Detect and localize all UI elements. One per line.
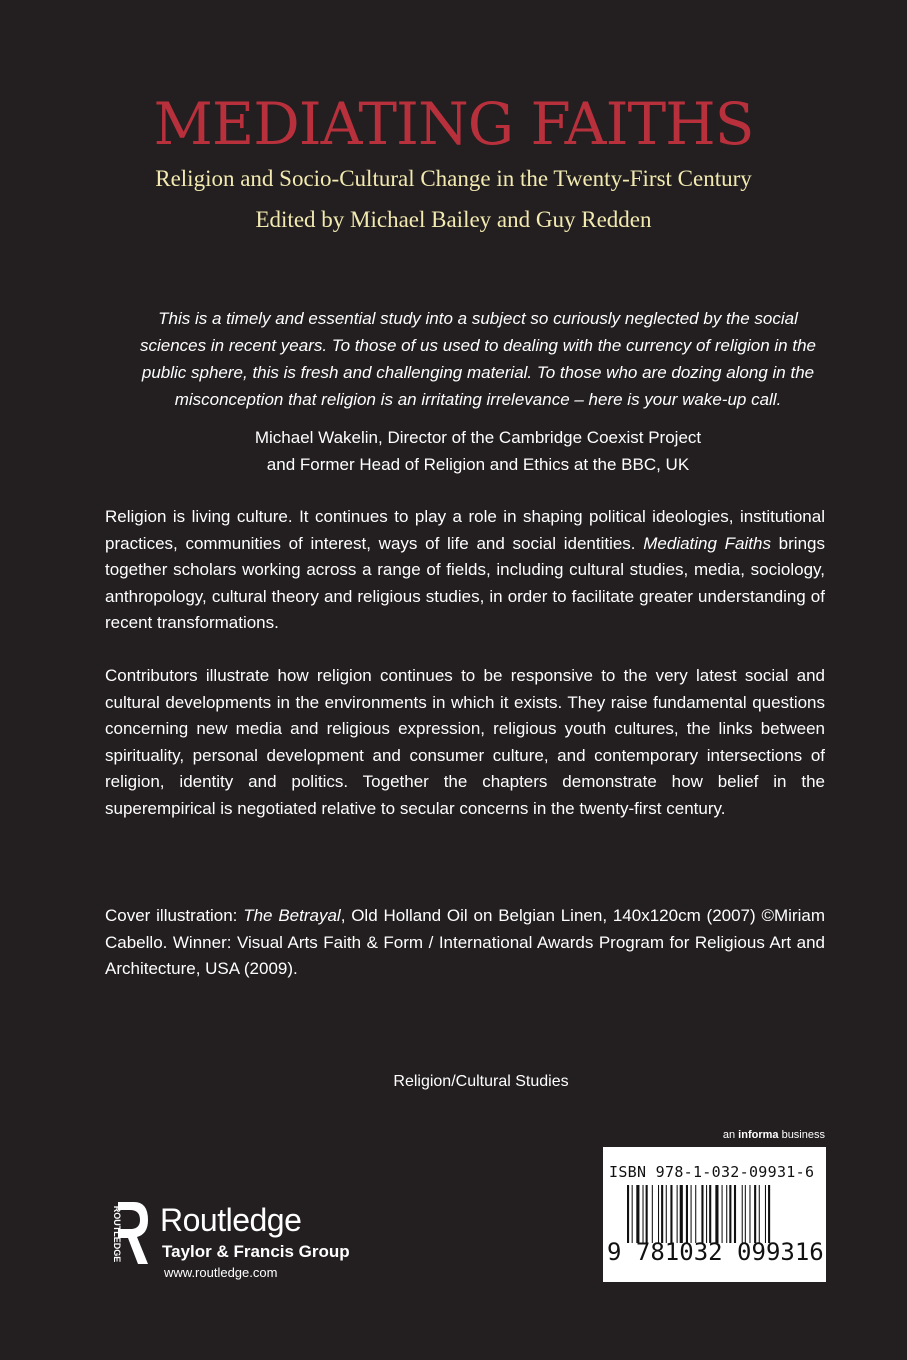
barcode-bar [691, 1185, 692, 1243]
barcode-bar [715, 1185, 718, 1243]
informa-prefix: an [722, 1129, 739, 1141]
p1-book-title: Mediating Faiths [643, 533, 771, 553]
routledge-logo-icon [100, 1198, 152, 1270]
informa-suffix: business [778, 1129, 825, 1141]
barcode-bar [646, 1185, 648, 1243]
barcode-bar [722, 1185, 723, 1243]
attribution-line-2: and Former Head of Religion and Ethics at the BBC, UK [266, 455, 690, 474]
barcode-bar [765, 1185, 766, 1243]
barcode-bar [632, 1185, 633, 1243]
barcode-digits: 9 781032 099316 [607, 1238, 824, 1266]
barcode-bar [734, 1185, 736, 1243]
logo-vertical-text: ROUTLEDGE [112, 1205, 122, 1263]
barcode-bar [709, 1185, 711, 1243]
publisher-url[interactable]: www.routledge.com [164, 1265, 278, 1280]
barcode-bar [658, 1185, 659, 1243]
barcode-bar [670, 1185, 672, 1243]
description-paragraph-1 [105, 504, 825, 637]
endorsement-attribution [128, 424, 828, 478]
description-paragraph-2: Contributors illustrate how religion continues to be responsive to the very latest social and cultural developments in the environments in which it exists. They raise fundamental questions concerning new media and religious expression, religious youth cultures, the links between spirituality, personal development and consumer culture, and contemporary intersections of religion, identity and politics. Together the chapters demonstrate how belief in the superempirical is negotiated relative to secular concerns in the twenty-first century. [105, 666, 825, 818]
barcode-bar [726, 1185, 727, 1243]
book-editors: Edited by Michael Bailey and Guy Redden [255, 207, 652, 232]
publisher-name: Routledge [160, 1202, 302, 1238]
barcode-bar [643, 1185, 644, 1243]
p1-text-end: brings together scholars working across a range of fields, including cultural studies, media, sociology, anthropology, cultural theory and religious studies, in order to facilitate greater understanding of recent transformations. [105, 533, 825, 632]
barcode-bar [701, 1185, 703, 1243]
isbn-barcode [603, 1147, 826, 1282]
barcode-bar [742, 1185, 743, 1243]
barcode-bar [636, 1185, 639, 1243]
attribution-line-1: Michael Wakelin, Director of the Cambridge Coexist Project [254, 428, 702, 447]
informa-business-tag [640, 1129, 825, 1141]
barcode-bar [661, 1185, 663, 1243]
publisher-group: Taylor & Francis Group [162, 1242, 350, 1261]
barcode-bar [677, 1185, 678, 1243]
barcode-bar [695, 1185, 696, 1243]
barcode-bar [754, 1185, 756, 1243]
artwork-title: The Betrayal [243, 906, 341, 925]
cover-credit [105, 903, 825, 983]
endorsement-quote: This is a timely and essential study into a subject so curiously neglected by the social sciences in recent years. To those of us used to dealing with the currency of religion in the public sphere, this is fresh and challenging material. To those who are dozing along in the misconception that religion is an irritating irrelevance – here is your wake-up call. [140, 309, 816, 409]
credit-details: , Old Holland Oil on Belgian Linen, 140x120cm (2007) ©Miriam Cabello. Winner: Visual Arts Faith & Form / International Awards Program for Religious Art and Architecture, USA (2009). [105, 906, 825, 978]
barcode-bar [666, 1185, 667, 1243]
barcode-bar [729, 1185, 731, 1243]
barcode-bar [759, 1185, 760, 1243]
barcode-bar [680, 1185, 683, 1243]
book-subtitle: Religion and Socio-Cultural Change in the Twenty-First Century [155, 166, 752, 191]
barcode-bar [745, 1185, 746, 1243]
informa-brand: informa [738, 1129, 779, 1141]
barcode-bar [749, 1185, 750, 1243]
barcode-bar [652, 1185, 653, 1243]
barcode-bars [627, 1185, 815, 1243]
credit-prefix: Cover illustration: [105, 906, 244, 925]
barcode-bar [627, 1185, 629, 1243]
barcode-bar [686, 1185, 688, 1243]
subject-category: Religion/Cultural Studies [393, 1073, 569, 1090]
isbn-label: ISBN 978-1-032-09931-6 [609, 1163, 815, 1181]
barcode-bar [706, 1185, 707, 1243]
p1-text-start: Religion is living culture. It continues to play a role in shaping political ideologies, institutional practices, communities of interest, ways of life and social identities. [105, 507, 825, 553]
book-title: MEDIATING FAITHS [153, 90, 754, 158]
barcode-bar [768, 1185, 770, 1243]
